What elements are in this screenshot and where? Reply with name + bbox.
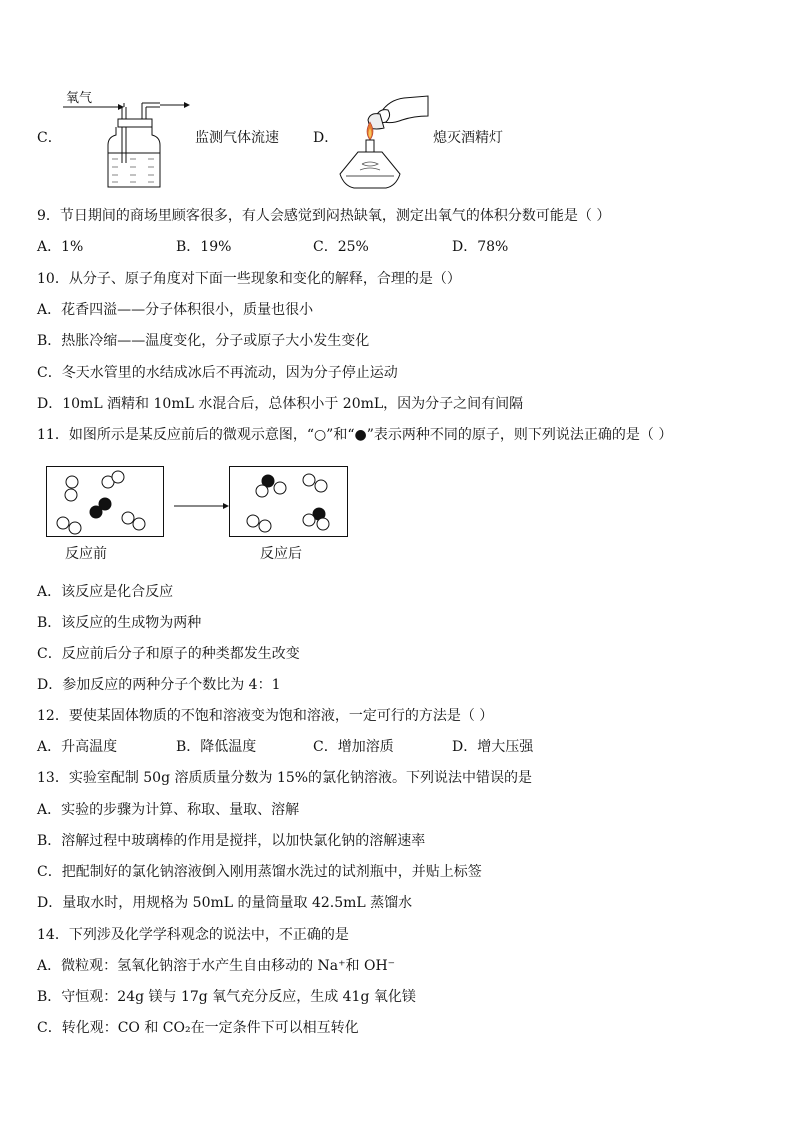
q11-stem: 11．如图所示是某反应前后的微观示意图，“○”和“●”表示两种不同的原子，则下列说法正确的是（ ） (37, 427, 673, 443)
q9-option-d: D．78% (452, 239, 509, 255)
q9-stem: 9．节日期间的商场里顾客很多，有人会感觉到闷热缺氧，测定出氧气的体积分数可能是（ ） (37, 208, 611, 224)
q8-option-d-text: 熄灭酒精灯 (433, 130, 503, 146)
q9-option-b: B．19% (176, 239, 232, 255)
reaction-micro-diagram (46, 466, 356, 538)
q8-option-d-label: D． (313, 130, 339, 146)
q11-option-c: C．反应前后分子和原子的种类都发生改变 (37, 646, 300, 662)
after-box (230, 467, 348, 537)
after-label: 反应后 (260, 546, 302, 562)
gas-bottle-diagram (60, 95, 200, 195)
q13-option-c: C．把配制好的氯化钠溶液倒入刚用蒸馏水洗过的试剂瓶中，并贴上标签 (37, 864, 482, 880)
q10-option-b: B．热胀冷缩——温度变化，分子或原子大小发生变化 (37, 333, 370, 349)
q8-option-c-text: 监测气体流速 (195, 130, 279, 146)
q13-option-d: D．量取水时，用规格为 50mL 的量筒量取 42.5mL 蒸馏水 (37, 895, 413, 911)
q12-option-a: A．升高温度 (37, 739, 118, 755)
q11-option-b: B．该反应的生成物为两种 (37, 615, 202, 631)
oxygen-label: 氧气 (66, 91, 93, 106)
q12-stem: 12．要使某固体物质的不饱和溶液变为饱和溶液，一定可行的方法是（ ） (37, 708, 494, 724)
q12-option-d: D．增大压强 (452, 739, 534, 755)
q14-stem: 14．下列涉及化学学科观念的说法中，不正确的是 (37, 927, 349, 943)
q13-option-b: B．溶解过程中玻璃棒的作用是搅拌，以加快氯化钠的溶解速率 (37, 833, 426, 849)
q11-option-a: A．该反应是化合反应 (37, 584, 174, 600)
q10-option-d: D．10mL 酒精和 10mL 水混合后，总体积小于 20mL，因为分子之间有间隔 (37, 396, 524, 412)
q10-option-a: A．花香四溢——分子体积很小，质量也很小 (37, 302, 314, 318)
q10-option-c: C．冬天水管里的水结成冰后不再流动，因为分子停止运动 (37, 365, 398, 381)
q11-option-d: D．参加反应的两种分子个数比为 4：1 (37, 677, 281, 693)
q14-option-a: A．微粒观：氢氧化钠溶于水产生自由移动的 Na⁺和 OH⁻ (37, 958, 396, 974)
q9-option-c: C．25% (313, 239, 369, 255)
q13-option-a: A．实验的步骤为计算、称取、量取、溶解 (37, 802, 300, 818)
q12-option-c: C．增加溶质 (313, 739, 394, 755)
q14-option-b: B．守恒观：24g 镁与 17g 氧气充分反应，生成 41g 氧化镁 (37, 989, 416, 1005)
alcohol-lamp-diagram (340, 94, 430, 192)
q8-option-c-label: C． (37, 130, 62, 146)
q10-stem: 10．从分子、原子角度对下面一些现象和变化的解释，合理的是（） (37, 271, 461, 287)
q14-option-c: C．转化观：CO 和 CO₂在一定条件下可以相互转化 (37, 1020, 359, 1036)
q13-stem: 13．实验室配制 50g 溶质质量分数为 15%的氯化钠溶液。下列说法中错误的是 (37, 770, 533, 786)
before-label: 反应前 (65, 546, 107, 562)
q9-option-a: A．1% (37, 239, 84, 255)
q12-option-b: B．降低温度 (176, 739, 257, 755)
